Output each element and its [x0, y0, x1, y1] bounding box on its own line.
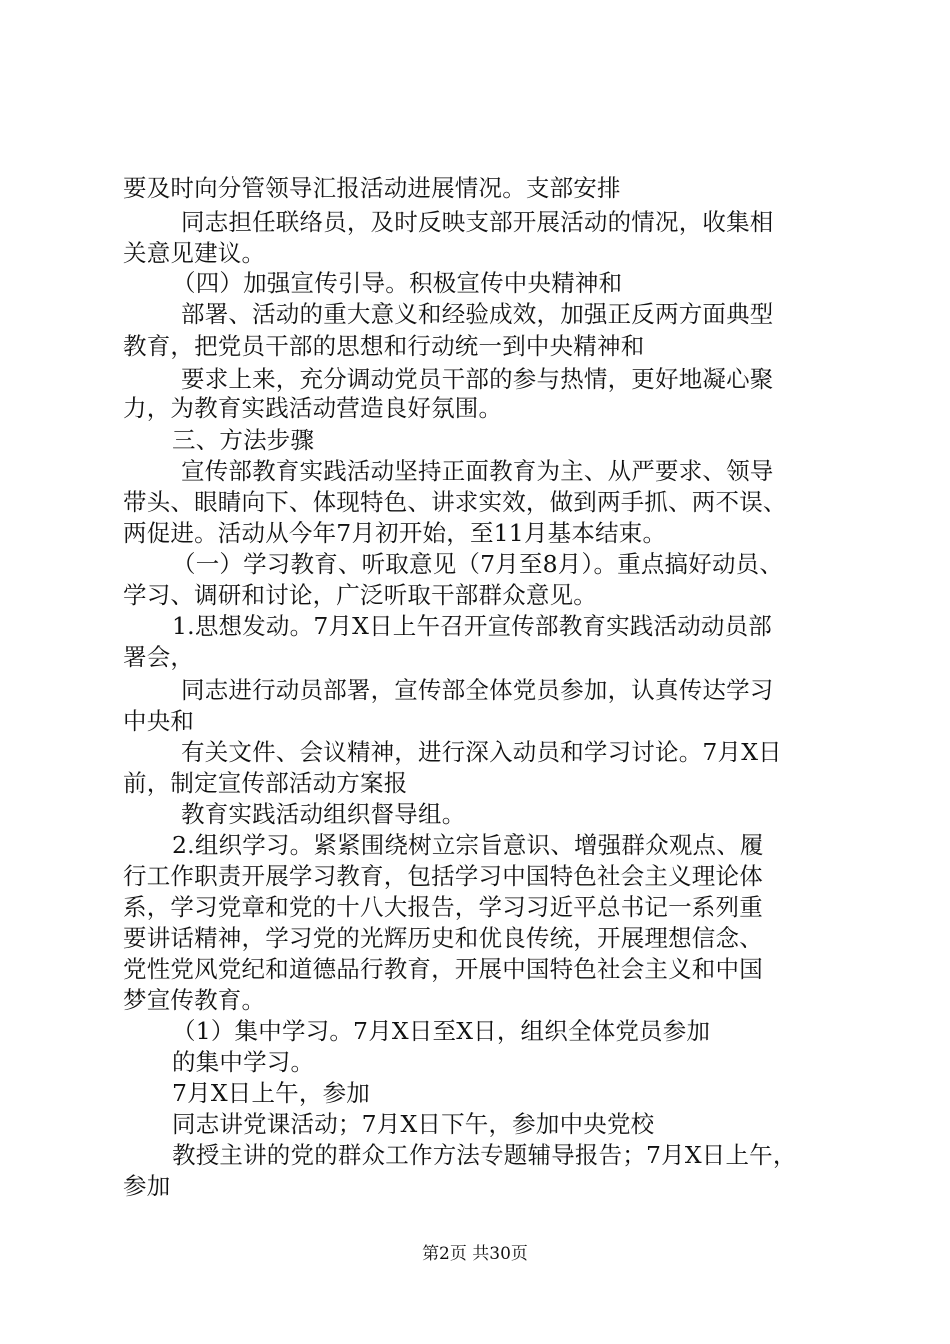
text-line: 要及时向分管领导汇报活动进展情况。支部安排 — [123, 174, 621, 202]
text-line: （1）集中学习。7月X日至X日，组织全体党员参加 — [172, 1017, 711, 1045]
text-line: 宣传部教育实践活动坚持正面教育为主、从严要求、领导 — [181, 457, 774, 485]
text-line: 前，制定宣传部活动方案报 — [123, 769, 408, 797]
text-line: 力，为教育实践活动营造良好氛围。 — [123, 394, 503, 422]
text-line: 系，学习党章和党的十八大报告，学习习近平总书记一系列重 — [123, 893, 763, 921]
text-line: 参加 — [123, 1172, 171, 1200]
text-line: 中央和 — [123, 707, 195, 735]
text-line: 关意见建议。 — [123, 239, 266, 267]
text-line: 2.组织学习。紧紧围绕树立宗旨意识、增强群众观点、履 — [172, 831, 764, 859]
text-line: 1.思想发动。7月X日上午召开宣传部教育实践活动动员部 — [172, 612, 773, 640]
text-line: 党性党风党纪和道德品行教育，开展中国特色社会主义和中国 — [123, 955, 763, 983]
text-line: 梦宣传教育。 — [123, 986, 266, 1014]
text-line: 带头、眼睛向下、体现特色、讲求实效，做到两手抓、两不误、 — [123, 488, 787, 516]
text-line: 要讲话精神，学习党的光辉历史和优良传统，开展理想信念、 — [123, 924, 763, 952]
text-line: 有关文件、会议精神，进行深入动员和学习讨论。7月X日 — [181, 738, 782, 766]
text-line: 同志讲党课活动；7月X日下午，参加中央党校 — [172, 1110, 655, 1138]
text-line: 教授主讲的党的群众工作方法专题辅导报告；7月X日上午， — [172, 1141, 797, 1169]
text-line: 署会， — [123, 643, 195, 671]
text-line: 两促进。活动从今年7月初开始，至11月基本结束。 — [123, 519, 667, 547]
text-line: 同志进行动员部署，宣传部全体党员参加，认真传达学习 — [181, 676, 774, 704]
page-number-footer: 第2页 共30页 — [422, 1244, 528, 1264]
text-line: （一）学习教育、听取意见（7月至8月）。重点搞好动员、 — [172, 550, 784, 578]
text-line: （四）加强宣传引导。积极宣传中央精神和 — [172, 269, 623, 297]
text-line: 7月X日上午，参加 — [172, 1079, 370, 1107]
section-heading: 三、方法步骤 — [172, 426, 315, 454]
text-line: 的集中学习。 — [172, 1048, 315, 1076]
text-line: 同志担任联络员，及时反映支部开展活动的情况，收集相 — [181, 208, 774, 236]
text-line: 教育，把党员干部的思想和行动统一到中央精神和 — [123, 332, 645, 360]
text-line: 学习、调研和讨论，广泛听取干部群众意见。 — [123, 581, 597, 609]
text-line: 教育实践活动组织督导组。 — [181, 800, 466, 828]
text-line: 要求上来，充分调动党员干部的参与热情，更好地凝心聚 — [181, 365, 774, 393]
text-line: 行工作职责开展学习教育，包括学习中国特色社会主义理论体 — [123, 862, 763, 890]
text-line: 部署、活动的重大意义和经验成效，加强正反两方面典型 — [181, 300, 774, 328]
